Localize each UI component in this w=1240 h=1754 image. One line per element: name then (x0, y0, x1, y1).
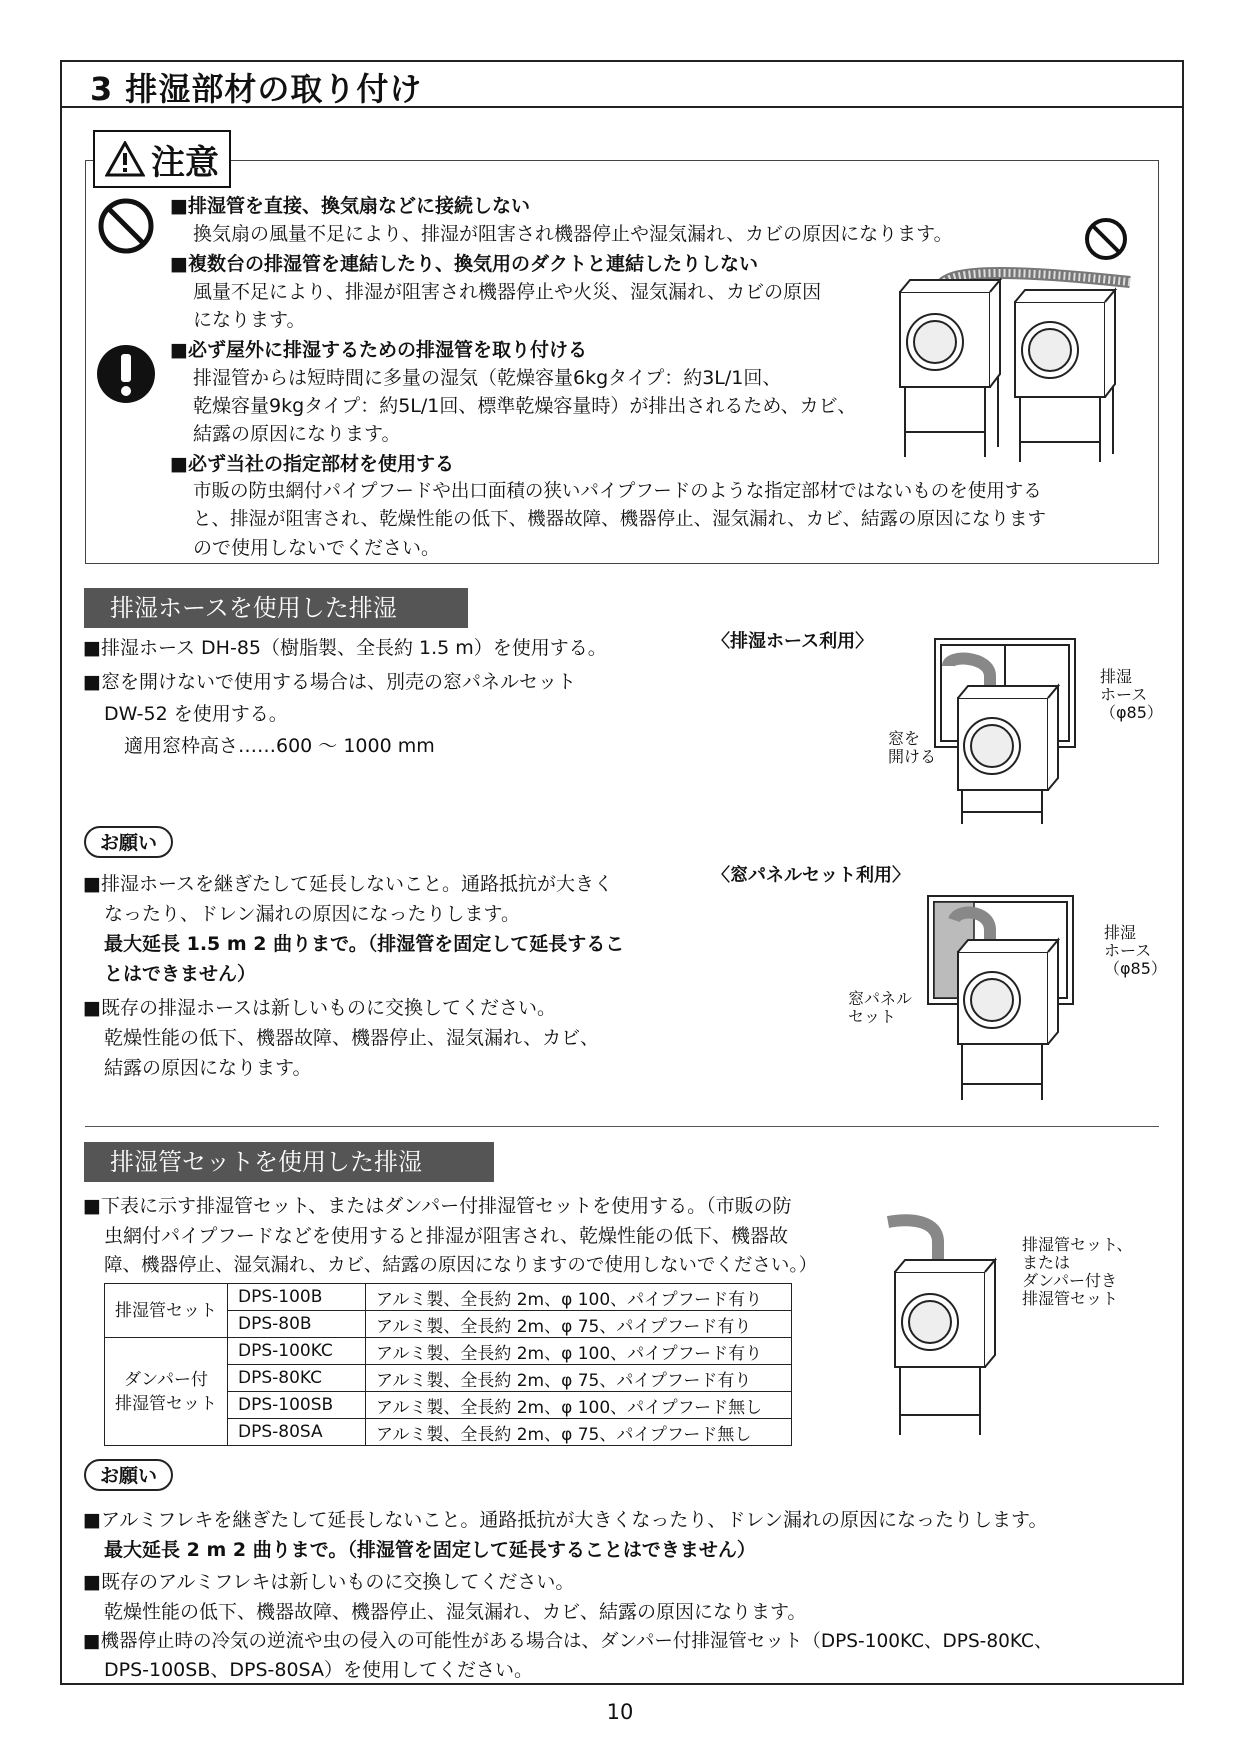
fig1-window-label-2: 開ける (888, 747, 937, 766)
hose-line-1: ■排湿ホース DH-85（樹脂製、全長約 1.5 m）を使用する。 (83, 637, 607, 659)
table-group-2-line-1: ダンパー付 (124, 1369, 208, 1390)
duct-line-3: 障、機器停止、湿気漏れ、カビ、結露の原因になりますので使用しないでください。） (104, 1255, 818, 1276)
section-title-bar (60, 60, 1184, 108)
caution-text-4c: ので使用しないでください。 (193, 537, 441, 559)
table-desc: アルミ製、全長約 2m、φ 75、パイプフード無し (366, 1419, 792, 1446)
onegai-badge-2: お願い (84, 1459, 173, 1491)
hose-section-heading: 排湿ホースを使用した排湿 (84, 588, 468, 628)
caution-text-4a: 市販の防虫網付パイプフードや出口面積の狭いパイプフードのような指定部材ではないものを使用する (193, 481, 1042, 502)
hose-note-6: 乾燥性能の低下、機器故障、機器停止、湿気漏れ、カビ、 (104, 1027, 599, 1049)
table-model: DPS-100B (228, 1284, 366, 1311)
hose-note-7: 結露の原因になります。 (104, 1057, 312, 1079)
caution-label-text: 注意 (151, 142, 219, 183)
fig2-hose-label-1: 排湿 (1104, 923, 1137, 942)
fig1-hose-label-1: 排湿 (1100, 667, 1133, 686)
table-desc: アルミ製、全長約 2m、φ 100、パイプフード有り (366, 1284, 792, 1311)
fig2-hose-label-2: ホース (1104, 941, 1152, 960)
fig1-hose-label-2: ホース (1100, 685, 1148, 704)
hose-note-3: 最大延長 1.5 m 2 曲りまで。（排湿管を固定して延長するこ (104, 933, 625, 955)
table-model: DPS-100KC (228, 1338, 366, 1365)
duct-note-3: ■既存のアルミフレキは新しいものに交換してください。 (83, 1571, 575, 1593)
duct-note-4: 乾燥性能の低下、機器故障、機器停止、湿気漏れ、カビ、結露の原因になります。 (104, 1601, 807, 1623)
table-group-1: 排湿管セット (105, 1284, 228, 1338)
table-model: DPS-80KC (228, 1365, 366, 1392)
duct-note-1: ■アルミフレキを継ぎたして延長しないこと。通路抵抗が大きくなったり、ドレン漏れの原因になったりします。 (83, 1509, 1048, 1531)
fig3-label-1: 排湿管セット、 (1022, 1235, 1133, 1254)
prohibited-icon (96, 196, 156, 256)
fig3-label-4: 排湿管セット (1022, 1289, 1119, 1308)
fig2-panel-label-1: 窓パネル (848, 989, 913, 1008)
caution-text-2a: 風量不足により、排湿が阻害され機器停止や火災、湿気漏れ、カビの原因 (193, 281, 822, 303)
caution-heading-3: ■必ず屋外に排湿するための排湿管を取り付ける (170, 339, 587, 361)
connected-dryers-illustration (880, 262, 1142, 462)
fig1-window-label-1: 窓を (888, 729, 921, 748)
table-desc: アルミ製、全長約 2m、φ 75、パイプフード有り (366, 1365, 792, 1392)
hose-note-1: ■排湿ホースを継ぎたして延長しないこと。通路抵抗が大きく (83, 873, 614, 895)
table-group-2 (105, 1338, 228, 1446)
duct-note-6: DPS-100SB、DPS-80SA）を使用してください。 (104, 1659, 533, 1681)
duct-set-table (104, 1283, 792, 1446)
warning-triangle-icon (105, 141, 145, 177)
hose-window-illustration (930, 636, 1080, 826)
prohibited-icon-figure (1083, 216, 1129, 262)
section-divider (85, 1126, 1159, 1127)
duct-set-illustration (880, 1210, 1000, 1440)
section-title: 3 排湿部材の取り付け (90, 70, 423, 108)
caution-text-3b: 乾燥容量9kgタイプ：約5L/1回、標準乾燥容量時）が排出されるため、カビ、 (193, 395, 857, 417)
fig1-caption: 〈排湿ホース利用〉 (712, 631, 874, 652)
table-group-2-line-2: 排湿管セット (115, 1393, 217, 1414)
caution-text-4b: と、排湿が阻害され、乾燥性能の低下、機器故障、機器停止、湿気漏れ、カビ、結露の原因になります (193, 509, 1047, 530)
caution-label (93, 130, 231, 188)
caution-text-1: 換気扇の風量不足により、排湿が阻害され機器停止や湿気漏れ、カビの原因になります。 (193, 223, 953, 245)
table-model: DPS-80SA (228, 1419, 366, 1446)
page-number: 10 (606, 1700, 634, 1724)
table-model: DPS-100SB (228, 1392, 366, 1419)
fig2-panel-label-2: セット (848, 1007, 897, 1026)
caution-heading-2: ■複数台の排湿管を連結したり、換気用のダクトと連結したりしない (170, 253, 758, 275)
hose-note-2: なったり、ドレン漏れの原因になったりします。 (104, 903, 521, 925)
mandatory-icon (96, 344, 156, 404)
hose-line-3: DW-52 を使用する。 (104, 703, 288, 725)
fig3-label-3: ダンパー付き (1022, 1271, 1118, 1290)
fig2-caption: 〈窓パネルセット利用〉 (712, 865, 910, 886)
hose-note-5: ■既存の排湿ホースは新しいものに交換してください。 (83, 997, 557, 1019)
table-desc: アルミ製、全長約 2m、φ 75、パイプフード有り (366, 1311, 792, 1338)
duct-note-5: ■機器停止時の冷気の逆流や虫の侵入の可能性がある場合は、ダンパー付排湿管セット（DPS-100KC、DPS-80KC、 (83, 1631, 1053, 1652)
table-row (105, 1338, 792, 1365)
duct-note-2: 最大延長 2 m 2 曲りまで。（排湿管を固定して延長することはできません） (104, 1539, 756, 1561)
caution-text-2b: になります。 (193, 309, 306, 331)
table-desc: アルミ製、全長約 2m、φ 100、パイプフード有り (366, 1338, 792, 1365)
onegai-badge-1: お願い (84, 826, 173, 858)
hose-note-4: とはできません） (104, 963, 257, 985)
window-panel-illustration (918, 886, 1078, 1106)
caution-heading-1: ■排湿管を直接、換気扇などに接続しない (170, 195, 530, 217)
fig1-hose-label-3: （φ85） (1100, 703, 1163, 722)
caution-heading-4: ■必ず当社の指定部材を使用する (170, 453, 454, 475)
table-desc: アルミ製、全長約 2m、φ 100、パイプフード無し (366, 1392, 792, 1419)
caution-text-3a: 排湿管からは短時間に多量の湿気（乾燥容量6kgタイプ：約3L/1回、 (193, 367, 782, 389)
table-model: DPS-80B (228, 1311, 366, 1338)
fig2-hose-label-3: （φ85） (1104, 959, 1167, 978)
caution-text-3c: 結露の原因になります。 (193, 423, 401, 445)
hose-line-2: ■窓を開けないで使用する場合は、別売の窓パネルセット (83, 671, 576, 693)
duct-line-1: ■下表に示す排湿管セット、またはダンパー付排湿管セットを使用する。（市販の防 (83, 1195, 792, 1217)
duct-section-heading: 排湿管セットを使用した排湿 (84, 1142, 494, 1182)
hose-line-4: 適用窓枠高さ……600 ～ 1000 mm (124, 735, 435, 757)
duct-line-2: 虫網付パイプフードなどを使用すると排湿が阻害され、乾燥性能の低下、機器故 (104, 1225, 789, 1247)
table-row (105, 1284, 792, 1311)
fig3-label-2: または (1022, 1253, 1071, 1272)
